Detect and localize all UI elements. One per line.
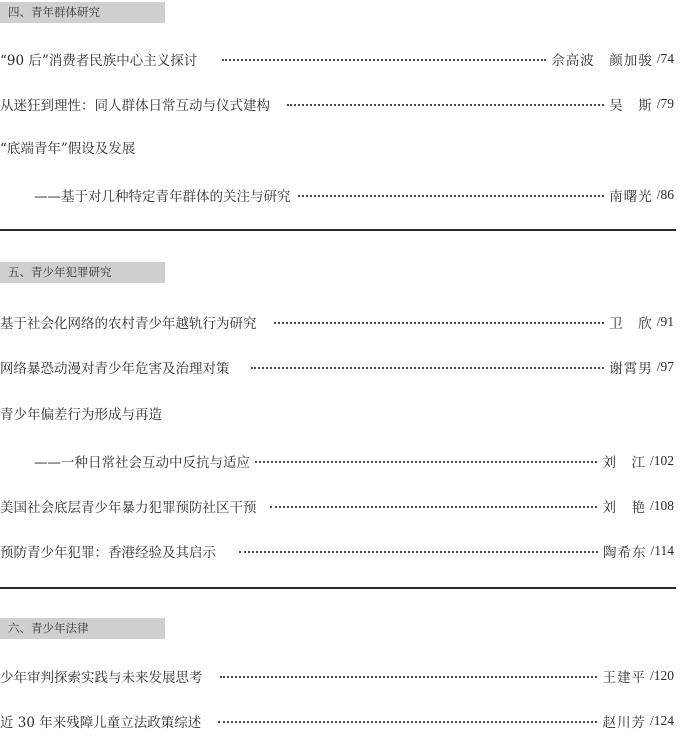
section-heading: 六、青少年法律 bbox=[0, 618, 165, 639]
entry-page: /79 bbox=[656, 96, 674, 111]
entry-author: 南曙光 bbox=[609, 189, 653, 205]
entry-title[interactable]: 青少年偏差行为形成与再造 bbox=[0, 407, 162, 423]
entry-title: 网络暴恐动漫对青少年危害及治理对策 bbox=[0, 361, 230, 377]
leader-dots bbox=[218, 721, 597, 723]
entry-title: 基于社会化网络的农村青少年越轨行为研究 bbox=[0, 316, 257, 332]
entry-page: /97 bbox=[656, 359, 674, 374]
toc-entry[interactable] bbox=[0, 709, 674, 733]
leader-dots bbox=[287, 104, 604, 106]
entry-page: /114 bbox=[650, 543, 674, 558]
leader-dots bbox=[298, 195, 605, 197]
toc-entry[interactable] bbox=[0, 355, 674, 379]
leader-dots bbox=[270, 506, 598, 508]
section-divider bbox=[0, 229, 676, 231]
leader-dots bbox=[222, 59, 546, 61]
entry-page: /108 bbox=[649, 498, 674, 513]
toc-entry[interactable] bbox=[0, 310, 674, 334]
entry-title[interactable]: “底端青年”假设及发展 bbox=[0, 141, 136, 157]
entry-title: 美国社会底层青少年暴力犯罪预防社区干预 bbox=[0, 500, 257, 516]
leader-dots bbox=[220, 676, 598, 678]
entry-title: 少年审判探索实践与未来发展思考 bbox=[0, 670, 203, 686]
entry-author: 赵川芳 bbox=[602, 715, 646, 731]
entry-page: /102 bbox=[649, 453, 674, 468]
entry-title: 近 30 年来残障儿童立法政策综述 bbox=[0, 715, 202, 731]
leader-dots bbox=[255, 461, 597, 463]
toc-entry[interactable] bbox=[0, 664, 674, 688]
toc-entry[interactable] bbox=[0, 449, 674, 473]
section-heading: 五、青少年犯罪研究 bbox=[0, 262, 165, 283]
entry-author: 刘 艳 bbox=[602, 500, 646, 516]
toc-entry[interactable] bbox=[0, 47, 674, 71]
section-divider bbox=[0, 587, 676, 589]
toc-entry[interactable] bbox=[0, 183, 674, 207]
entry-page: /124 bbox=[649, 713, 674, 728]
entry-author: 陶希东 bbox=[603, 545, 647, 561]
leader-dots bbox=[274, 322, 605, 324]
entry-author: 谢霄男 bbox=[609, 361, 653, 377]
entry-author: 刘 江 bbox=[602, 455, 646, 471]
leader-dots bbox=[251, 367, 605, 369]
entry-title: “90 后”消费者民族中心主义探讨 bbox=[0, 53, 198, 69]
entry-author: 吴 斯 bbox=[609, 98, 653, 114]
toc-entry[interactable] bbox=[0, 539, 674, 563]
entry-title: 预防青少年犯罪：香港经验及其启示 bbox=[0, 545, 216, 561]
entry-author: 卫 欣 bbox=[609, 316, 653, 332]
entry-author: 佘高波 颜加骏 bbox=[551, 53, 653, 69]
entry-subtitle: ——基于对几种特定青年群体的关注与研究 bbox=[34, 189, 291, 205]
entry-subtitle: ——一种日常社会互动中反抗与适应 bbox=[34, 455, 250, 471]
section-heading: 四、青年群体研究 bbox=[0, 2, 165, 23]
entry-title: 从迷狂到理性：同人群体日常互动与仪式建构 bbox=[0, 98, 270, 114]
toc-entry[interactable] bbox=[0, 494, 674, 518]
entry-page: /86 bbox=[656, 187, 674, 202]
entry-page: /74 bbox=[656, 51, 674, 66]
entry-page: /120 bbox=[649, 668, 674, 683]
entry-page: /91 bbox=[656, 314, 674, 329]
toc-entry[interactable] bbox=[0, 92, 674, 116]
entry-author: 王建平 bbox=[602, 670, 646, 686]
leader-dots bbox=[239, 551, 598, 553]
